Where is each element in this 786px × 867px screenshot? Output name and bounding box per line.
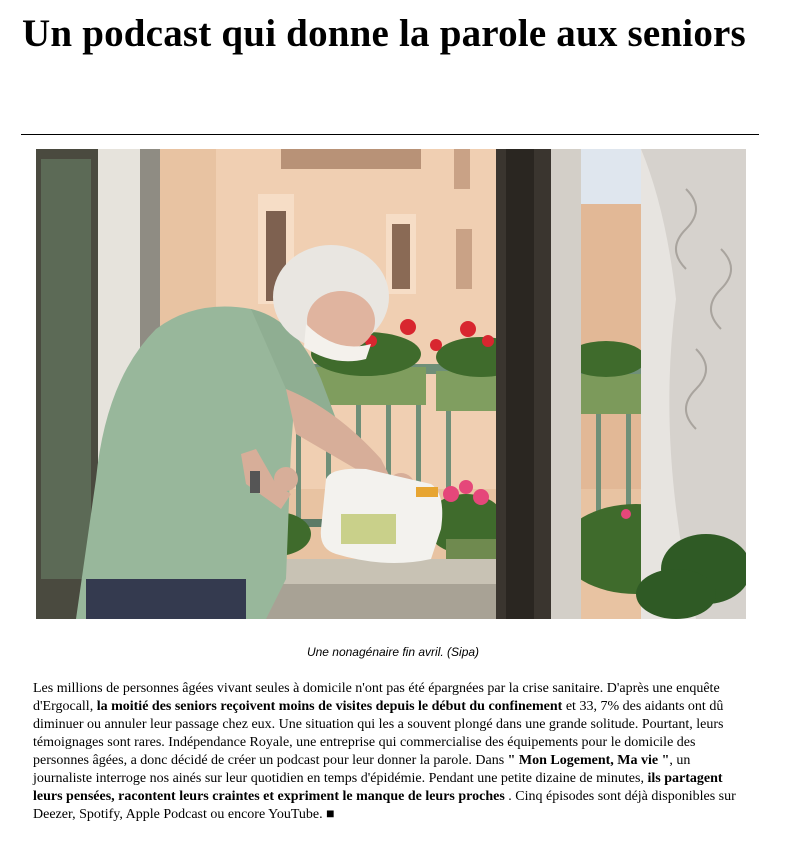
body-text-segment: , un journaliste interroge nos ainés sur leur quotidien en temps d'épidémie. Pendant une petite dizaine de minutes, [33,753,691,786]
body-text-segment: et 33, 7% des aidants ont dû diminuer ou annuler leur passage chez eux. Une situation qui les a souvent plongé dans une grande solitude. Pourtant, leurs témoignages sont rares. Indépendance Royale, une entreprise qui commercialise des équipements pour le domicile des personnes âgées, a donc décidé de créer un podcast pour leur donner la parole. Dans [33,699,724,768]
headline-divider [21,134,759,135]
article-headline: Un podcast qui donne la parole aux seniors [22,12,746,55]
photo-caption: Une nonagénaire fin avril. (Sipa) [306,645,480,659]
article-photo [36,149,746,619]
body-emphasis: ils partagent leurs pensées, racontent leurs craintes et expriment le manque de leurs proches [33,771,723,804]
body-text-segment: . Cinq épisodes sont déjà disponibles sur Deezer, Spotify, Apple Podcast ou encore YouTube. [33,789,736,822]
article-body [33,680,741,824]
body-emphasis: la moitié des seniors reçoivent moins de visites depuis le début du confinement [96,699,563,714]
body-text-segment: Les millions de personnes âgées vivant seules à domicile n'ont pas été épargnées par la crise sanitaire. D'après une enquête d'Ergocall, [33,681,720,714]
end-of-article-mark: ■ [326,807,335,822]
podcast-title: " Mon Logement, Ma vie " [507,753,670,768]
